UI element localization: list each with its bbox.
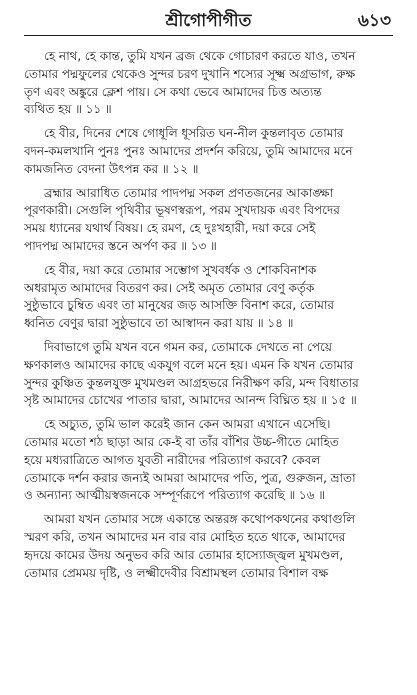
text-line: পূরণকারী। সেগুলি পৃথিবীর ভূষণস্বরূপ, পরম সুখদায়ক এবং বিপদের — [24, 203, 340, 218]
text-line: তৃণ এবং অঙ্কুরে ক্লেশ পায়। সে কথা ভেবে আমাদের চিত্ত অত্যন্ত — [24, 84, 322, 99]
chapter-title: শ্রীগোপীগীত — [165, 11, 252, 31]
text-line: হে বীর, দিনের শেষে গোধূলি ধূসরিত ঘন-নীল কুন্তলাবৃত তোমার — [44, 126, 344, 141]
text-line: হে নাথ, হে কান্ত, তুমি যখন ব্রজ থেকে গোচারণ করতে যাও, তখন — [44, 49, 356, 63]
text-line: কামজনিত বেদনা উৎপন্ন কর ॥ ১২ ॥ — [24, 161, 199, 176]
paragraph — [24, 185, 394, 256]
text-line: দিবাভাগে তুমি যখন বনে গমন কর, তোমাকে দেখতে না পেয়ে — [44, 339, 332, 354]
text-line: পাদপদ্ম আমাদের স্তনে অর্পণ কর ॥ ১৩ ॥ — [24, 238, 217, 253]
text-line: ধ্বনিত বেণুর দ্বারা সুষ্ঠুভাবে তা আস্বাদন করা যায় ॥ ১৪ ॥ — [24, 316, 294, 331]
running-header — [22, 4, 395, 38]
text-line: ও অন্যান্য আত্মীয়স্বজনকে সম্পূর্ণরূপে পরিত্যাগ করেছি ॥ ১৬ ॥ — [24, 488, 325, 503]
text-line: তোমার পদ্মফুলের থেকেও সুন্দর চরণ দুখানি শস্যের সূক্ষ্ম অগ্রভাগ, রুক্ষ — [24, 66, 356, 81]
text-line: হে অচ্যুত, তুমি ভাল করেই জান কেন আমরা এখানে এসেছি। — [44, 417, 331, 432]
text-line: সুষ্ঠুভাবে চুম্বিত এবং তা মানুষের জড় আসক্তি বিনাশ করে, তোমার — [24, 298, 334, 313]
header-rule — [24, 35, 393, 36]
text-line: সৃষ্ট আমাদের চোখের পাতার দ্বারা, আমাদের আনন্দ বিঘ্নিত হয় ॥ ১৫ ॥ — [24, 393, 357, 408]
paragraph — [24, 511, 394, 582]
paragraph — [24, 416, 394, 505]
text-line: সুন্দর কুঞ্চিত কুন্তলযুক্ত মুখমণ্ডল আগ্রহভরে নিরীক্ষণ করি, মন্দ বিধাতার — [24, 375, 359, 390]
text-line: তোমার প্রেমময় দৃষ্টি, ও লক্ষ্মীদেবীর বিশ্রামস্থল তোমার বিশাল বক্ষ — [24, 565, 329, 580]
text-line: হে বীর, দয়া করে তোমার সম্ভোগ সুখবর্ধক ও শোকবিনাশক — [44, 262, 317, 277]
paragraph — [24, 125, 394, 178]
paragraph — [24, 339, 394, 410]
page-number: ৬১৩ — [357, 11, 391, 31]
text-line: অধরামৃত আমাদের বিতরণ কর। সেই অমৃত তোমার বেণু কর্তৃক — [24, 280, 315, 295]
text-line: তোমাকে দর্শন করার জন্যই আমরা আমাদের পতি, পুত্র, গুরুজন, ভ্রাতা — [24, 470, 356, 485]
text-line: স্মরণ করি, তখন আমাদের মন বার বার মোহিত হতে থাকে, আমাদের — [24, 529, 346, 544]
text-line: হৃদয়ে কামের উদয় অনুভব করি আর তোমার হাস্যোজ্জ্বল মুখমণ্ডল, — [24, 547, 344, 562]
text-line: তোমার মতো শঠ ছাড়া আর কে-ই বা তাঁর বাঁশির উচ্চ-গীতে মোহিত — [24, 434, 339, 449]
text-line: হয়ে মধ্যরাত্রিতে আগত যুবতী নারীদের পরিত্যাগ করবে? কেবল — [24, 452, 321, 467]
text-line: বদন-কমলখানি পুনঃ পুনঃ আমাদের প্রদর্শন করিয়ে, তুমি আমাদের মনে — [24, 143, 353, 158]
paragraph — [24, 262, 394, 333]
text-line: ব্যথিত হয় ॥ ১১ ॥ — [24, 102, 112, 117]
text-line: সময় ধ্যানের যথার্থ বিষয়। হে রমণ, হে দুঃখহারী, দয়া করে সেই — [24, 221, 316, 236]
paragraph — [24, 48, 394, 119]
text-line: ক্ষণকালও আমাদের কাছে একযুগ বলে মনে হয়। এমন কি যখন তোমার — [24, 357, 354, 372]
body-text — [24, 48, 394, 582]
text-line: ব্রহ্মার আরাধিত তোমার পাদপদ্ম সকল প্রণতজনের আকাঙ্ক্ষা — [44, 185, 334, 200]
text-line: আমরা যখন তোমার সঙ্গে একান্তে অন্তরঙ্গ কথোপকথনের কথাগুলি — [44, 512, 356, 527]
